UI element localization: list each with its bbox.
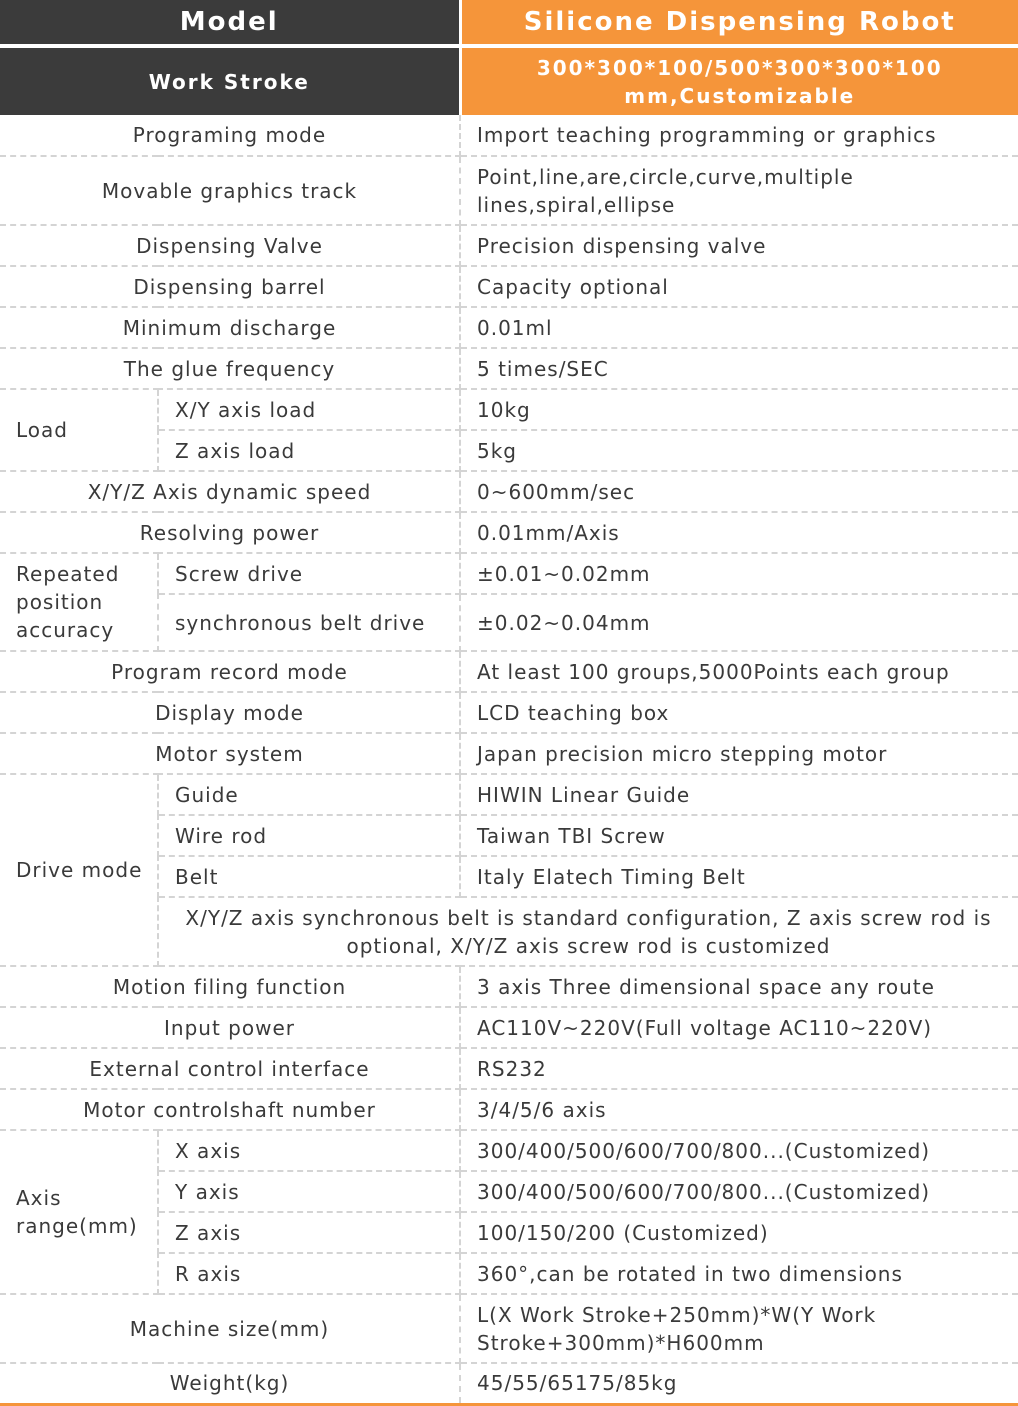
row-label: Minimum discharge [0, 307, 460, 348]
row-label: Dispensing Valve [0, 225, 460, 266]
row-value: 0.01mm/Axis [460, 512, 1018, 553]
table-row [0, 307, 1018, 348]
table-row [0, 651, 1018, 692]
table-row [0, 1048, 1018, 1089]
header-row-model [0, 0, 1018, 46]
row-label: External control interface [0, 1048, 460, 1089]
row-value: Japan precision micro stepping motor [460, 733, 1018, 774]
row-label: Programing mode [0, 115, 460, 156]
table-row [0, 1007, 1018, 1048]
row-label: Wire rod [158, 815, 460, 856]
table-row [0, 966, 1018, 1007]
drive-mode-note: X/Y/Z axis synchronous belt is standard configuration, Z axis screw rod is optional, X/Y/Z axis screw rod is customized [158, 897, 1018, 966]
row-label: X/Y/Z Axis dynamic speed [0, 471, 460, 512]
row-label: Weight(kg) [0, 1363, 460, 1404]
row-value: 300/400/500/600/700/800...(Customized) [460, 1130, 1018, 1171]
row-label: Belt [158, 856, 460, 897]
row-label: Movable graphics track [0, 156, 460, 225]
table-row [0, 553, 1018, 594]
row-value: 5kg [460, 430, 1018, 471]
row-label: synchronous belt drive [158, 594, 460, 651]
group-label-repeat-accuracy: Repeated position accuracy [0, 553, 158, 651]
row-value: Taiwan TBI Screw [460, 815, 1018, 856]
row-value: LCD teaching box [460, 692, 1018, 733]
table-row [0, 512, 1018, 553]
table-row [0, 156, 1018, 225]
row-value: HIWIN Linear Guide [460, 774, 1018, 815]
row-value: 0.01ml [460, 307, 1018, 348]
row-value: Capacity optional [460, 266, 1018, 307]
row-value: ±0.01~0.02mm [460, 553, 1018, 594]
row-label: Display mode [0, 692, 460, 733]
stroke-value [460, 46, 1018, 115]
row-value: AC110V~220V(Full voltage AC110~220V) [460, 1007, 1018, 1048]
row-label: Z axis [158, 1212, 460, 1253]
row-label: Machine size(mm) [0, 1294, 460, 1363]
stroke-label: Work Stroke [0, 46, 460, 115]
table-row [0, 1363, 1018, 1404]
row-value: Italy Elatech Timing Belt [460, 856, 1018, 897]
table-row [0, 692, 1018, 733]
row-label: Motor system [0, 733, 460, 774]
row-label: R axis [158, 1253, 460, 1294]
table-row [0, 1294, 1018, 1363]
row-label: Guide [158, 774, 460, 815]
row-value: ±0.02~0.04mm [460, 594, 1018, 651]
row-value: Precision dispensing valve [460, 225, 1018, 266]
table-row [0, 1130, 1018, 1171]
table-row [0, 471, 1018, 512]
table-row [0, 774, 1018, 815]
row-label: Program record mode [0, 651, 460, 692]
row-value: At least 100 groups,5000Points each group [460, 651, 1018, 692]
table-row [0, 225, 1018, 266]
row-value: 360°,can be rotated in two dimensions [460, 1253, 1018, 1294]
row-value: 0~600mm/sec [460, 471, 1018, 512]
row-label: Dispensing barrel [0, 266, 460, 307]
table-row [0, 266, 1018, 307]
stroke-value-line1: 300*300*100/500*300*300*100 [536, 55, 943, 80]
row-value: 100/150/200 (Customized) [460, 1212, 1018, 1253]
table-row [0, 115, 1018, 156]
row-label: Motor controlshaft number [0, 1089, 460, 1130]
row-value: RS232 [460, 1048, 1018, 1089]
row-value: 5 times/SEC [460, 348, 1018, 389]
row-label: Y axis [158, 1171, 460, 1212]
row-value: 10kg [460, 389, 1018, 430]
group-label-drive-mode: Drive mode [0, 774, 158, 966]
row-label: Screw drive [158, 553, 460, 594]
row-label: Motion filing function [0, 966, 460, 1007]
model-value: Silicone Dispensing Robot [460, 0, 1018, 46]
row-label: The glue frequency [0, 348, 460, 389]
row-value: 3 axis Three dimensional space any route [460, 966, 1018, 1007]
group-label-axis-range: Axis range(mm) [0, 1130, 158, 1294]
row-label: Z axis load [158, 430, 460, 471]
table-row [0, 389, 1018, 430]
table-row [0, 348, 1018, 389]
table-row [0, 733, 1018, 774]
row-label: X/Y axis load [158, 389, 460, 430]
model-label: Model [0, 0, 460, 46]
stroke-value-line2: mm,Customizable [624, 83, 856, 108]
row-value: 300/400/500/600/700/800...(Customized) [460, 1171, 1018, 1212]
row-value: Import teaching programming or graphics [460, 115, 1018, 156]
row-label: Input power [0, 1007, 460, 1048]
header-row-stroke [0, 46, 1018, 115]
table-row [0, 1089, 1018, 1130]
row-value: 3/4/5/6 axis [460, 1089, 1018, 1130]
row-value: 45/55/65175/85kg [460, 1363, 1018, 1404]
row-value: L(X Work Stroke+250mm)*W(Y Work Stroke+300mm)*H600mm [460, 1294, 1018, 1363]
row-label: X axis [158, 1130, 460, 1171]
row-label: Resolving power [0, 512, 460, 553]
row-value: Point,line,are,circle,curve,multiple lines,spiral,ellipse [460, 156, 1018, 225]
group-label-load: Load [0, 389, 158, 471]
